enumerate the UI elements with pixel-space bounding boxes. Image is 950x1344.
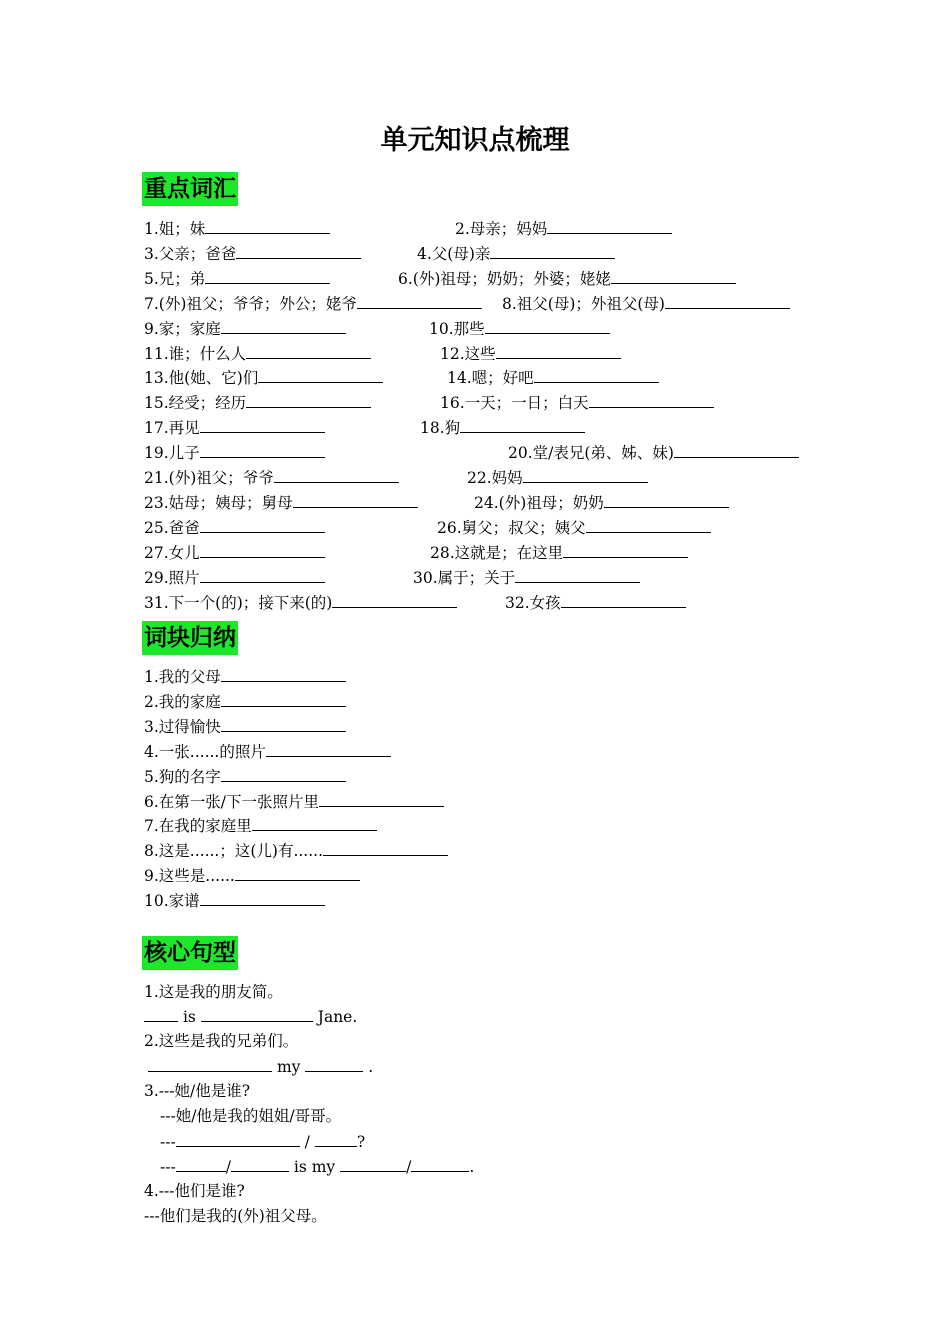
vocab-label: 31.下一个(的)；接下来(的) <box>144 593 333 612</box>
vocab-item <box>144 216 330 241</box>
phrase-row <box>0 739 950 763</box>
vocab-label: 26.舅父；叔父；姨父 <box>437 518 586 537</box>
vocab-item <box>437 515 711 540</box>
phrase-row <box>0 689 950 713</box>
phrase-row <box>0 888 950 912</box>
answer-blank[interactable] <box>148 1054 272 1072</box>
vocab-label: 16.一天；一日；白天 <box>440 394 589 413</box>
vocab-label: 28.这就是；在这里 <box>430 543 564 562</box>
answer-blank[interactable] <box>200 415 325 433</box>
vocab-label: 14.嗯；好吧 <box>447 369 534 388</box>
vocab-row <box>0 465 950 489</box>
answer-blank[interactable] <box>266 739 391 757</box>
vocab-label: 12.这些 <box>440 344 496 363</box>
sentence-q1: 1.这是我的朋友简。 <box>144 983 283 1001</box>
vocab-label: 2.母亲；妈妈 <box>455 220 548 238</box>
vocab-label: 7.(外)祖父；爷爷；外公；姥爷 <box>144 294 357 313</box>
answer-blank[interactable] <box>205 266 330 284</box>
answer-blank[interactable] <box>221 689 346 707</box>
phrase-item <box>144 813 377 838</box>
answer-blank[interactable] <box>357 291 482 309</box>
vocab-label: 15.经受；经历 <box>144 394 247 413</box>
vocab-label: 9.家；家庭 <box>144 319 221 338</box>
vocab-label: 3.父亲；爸爸 <box>144 244 237 263</box>
vocab-item <box>144 365 383 390</box>
phrase-label: 10.家谱 <box>144 892 200 911</box>
answer-blank[interactable] <box>201 1004 313 1022</box>
vocab-item <box>144 465 399 490</box>
phrase-item <box>144 888 325 913</box>
phrase-label: 6.在第一张/下一张照片里 <box>144 792 320 811</box>
answer-blank[interactable] <box>323 838 448 856</box>
answer-blank[interactable] <box>305 1054 363 1072</box>
vocab-item <box>144 590 457 615</box>
answer-blank[interactable] <box>221 764 346 782</box>
phrase-label: 1.我的父母 <box>144 668 221 686</box>
vocab-item <box>398 266 736 291</box>
vocab-row <box>0 415 950 439</box>
answer-blank[interactable] <box>315 1129 357 1147</box>
phrase-item <box>144 664 346 689</box>
answer-blank[interactable] <box>200 440 325 458</box>
answer-blank[interactable] <box>200 565 325 583</box>
answer-blank[interactable] <box>485 316 610 334</box>
vocab-item <box>440 390 714 415</box>
vocab-item <box>417 241 615 266</box>
vocab-label: 29.照片 <box>144 568 200 587</box>
vocab-row <box>0 540 950 564</box>
answer-blank[interactable] <box>611 266 736 284</box>
vocab-item <box>144 266 330 291</box>
vocab-label: 25.爸爸 <box>144 518 200 537</box>
vocab-label: 21.(外)祖父；爷爷 <box>144 469 274 487</box>
answer-blank[interactable] <box>236 241 361 259</box>
vocab-label: 11.谁；什么人 <box>144 344 247 363</box>
answer-blank[interactable] <box>176 1154 226 1172</box>
phrase-label: 2.我的家庭 <box>144 692 221 711</box>
answer-blank[interactable] <box>563 540 688 558</box>
vocab-item <box>467 465 648 490</box>
vocab-item <box>144 241 361 266</box>
vocab-item <box>144 540 325 565</box>
answer-blank[interactable] <box>523 465 648 483</box>
answer-blank[interactable] <box>586 515 711 533</box>
vocab-row <box>0 490 950 514</box>
vocab-item <box>144 291 482 316</box>
vocab-item <box>144 341 371 366</box>
phrase-item <box>144 714 346 739</box>
vocab-row <box>0 565 950 589</box>
phrase-row <box>0 863 950 887</box>
vocab-item <box>502 291 790 316</box>
phrase-label: 9.这些是...... <box>144 867 235 886</box>
sentence-q2: 2.这些是我的兄弟们。 <box>144 1032 299 1050</box>
answer-blank[interactable] <box>534 365 659 383</box>
vocab-label: 4.父(母)亲 <box>417 244 491 263</box>
vocab-label: 24.(外)祖母；奶奶 <box>474 493 604 512</box>
phrase-row <box>0 664 950 688</box>
answer-blank[interactable] <box>515 565 640 583</box>
vocab-item <box>447 365 659 390</box>
vocab-row <box>0 316 950 340</box>
phrase-label: 5.狗的名字 <box>144 767 221 786</box>
vocab-item <box>429 316 610 341</box>
answer-blank[interactable] <box>496 341 621 359</box>
vocab-label: 22.妈妈 <box>467 469 523 487</box>
vocab-item <box>474 490 729 515</box>
vocab-label: 32.女孩 <box>505 593 561 612</box>
vocab-label: 10.那些 <box>429 319 485 338</box>
vocab-label: 19.儿子 <box>144 444 200 463</box>
phrase-item <box>144 863 360 888</box>
answer-blank[interactable] <box>460 415 585 433</box>
answer-blank[interactable] <box>221 664 346 682</box>
phrase-row <box>0 813 950 837</box>
vocab-item <box>440 341 621 366</box>
vocab-label: 18.狗 <box>420 419 461 438</box>
answer-blank[interactable] <box>319 789 444 807</box>
answer-blank[interactable] <box>332 590 457 608</box>
vocab-label: 27.女儿 <box>144 543 200 562</box>
vocab-row <box>0 365 950 389</box>
answer-blank[interactable] <box>200 540 325 558</box>
vocab-item <box>144 515 325 540</box>
section-heading-sentences: 核心句型 <box>142 936 238 970</box>
answer-blank[interactable] <box>246 390 371 408</box>
vocab-label: 6.(外)祖母；奶奶；外婆；姥姥 <box>398 269 611 288</box>
phrase-label: 3.过得愉快 <box>144 717 221 736</box>
vocab-row <box>0 341 950 365</box>
answer-blank[interactable] <box>221 714 346 732</box>
answer-blank[interactable] <box>665 291 790 309</box>
phrase-label: 7.在我的家庭里 <box>144 817 252 836</box>
answer-blank[interactable] <box>246 341 371 359</box>
vocab-label: 1.姐；妹 <box>144 220 206 238</box>
vocab-row <box>0 266 950 290</box>
page-title: 单元知识点梳理 <box>380 125 570 156</box>
answer-blank[interactable] <box>176 1129 300 1147</box>
vocab-label: 17.再见 <box>144 419 200 438</box>
answer-blank[interactable] <box>144 1004 178 1022</box>
vocab-item <box>144 415 325 440</box>
answer-blank[interactable] <box>411 1154 469 1172</box>
vocab-item <box>420 415 585 440</box>
phrase-item <box>144 789 444 814</box>
answer-blank[interactable] <box>221 316 346 334</box>
phrase-row <box>0 789 950 813</box>
vocab-label: 23.姑母；姨母；舅母 <box>144 493 293 512</box>
sentence-q3-answer-1: --- / ? <box>0 1129 950 1153</box>
vocab-item <box>455 216 672 241</box>
phrase-row <box>0 714 950 738</box>
vocab-label: 13.他(她、它)们 <box>144 369 259 388</box>
vocab-label: 5.兄；弟 <box>144 269 206 288</box>
answer-blank[interactable] <box>231 1154 289 1172</box>
vocab-label: 8.祖父(母)；外祖父(母) <box>502 294 665 313</box>
vocab-label: 30.属于；关于 <box>413 568 516 587</box>
answer-blank[interactable] <box>561 590 686 608</box>
sentence-q4: 4.---他们是谁? <box>144 1182 245 1200</box>
sentence-q4-reply: ---他们是我的(外)祖父母。 <box>144 1207 327 1225</box>
vocab-row <box>0 440 950 464</box>
sentence-q2-answer: my . <box>0 1054 950 1078</box>
answer-blank[interactable] <box>674 440 799 458</box>
answer-blank[interactable] <box>490 241 615 259</box>
sentence-q1-answer: is Jane. <box>0 1004 950 1028</box>
sentence-q3: 3.---她/他是谁? <box>144 1082 251 1100</box>
phrase-item <box>144 689 346 714</box>
vocab-row <box>0 515 950 539</box>
vocab-item <box>413 565 640 590</box>
vocab-item <box>144 440 325 465</box>
answer-blank[interactable] <box>235 863 360 881</box>
phrase-label: 4.一张......的照片 <box>144 742 266 761</box>
phrase-row <box>0 838 950 862</box>
answer-blank[interactable] <box>340 1154 406 1172</box>
vocab-item <box>144 316 346 341</box>
vocab-label: 20.堂/表兄(弟、姊、妹) <box>508 444 674 463</box>
sentence-q3-answer-2: --- / is my / . <box>0 1154 950 1178</box>
vocab-item <box>144 490 418 515</box>
vocab-row <box>0 216 950 240</box>
vocab-row <box>0 241 950 265</box>
phrase-label: 8.这是......；这(儿)有...... <box>144 842 324 861</box>
section-heading-vocab: 重点词汇 <box>142 172 238 206</box>
phrase-row <box>0 764 950 788</box>
answer-blank[interactable] <box>589 390 714 408</box>
answer-blank[interactable] <box>274 465 399 483</box>
section-heading-phrases: 词块归纳 <box>142 621 238 655</box>
answer-blank[interactable] <box>547 216 672 234</box>
answer-blank[interactable] <box>200 888 325 906</box>
answer-blank[interactable] <box>258 365 383 383</box>
sentence-q3-reply: ---她/他是我的姐姐/哥哥。 <box>160 1107 342 1125</box>
vocab-row <box>0 291 950 315</box>
vocab-item <box>508 440 799 465</box>
phrase-item <box>144 739 391 764</box>
vocab-item <box>505 590 686 615</box>
answer-blank[interactable] <box>200 515 325 533</box>
answer-blank[interactable] <box>293 490 418 508</box>
vocab-row <box>0 390 950 414</box>
vocab-item <box>430 540 688 565</box>
phrase-item <box>144 838 448 863</box>
vocab-item <box>144 565 325 590</box>
vocab-item <box>144 390 371 415</box>
phrase-item <box>144 764 346 789</box>
answer-blank[interactable] <box>252 813 377 831</box>
vocab-row <box>0 590 950 614</box>
answer-blank[interactable] <box>205 216 330 234</box>
answer-blank[interactable] <box>604 490 729 508</box>
